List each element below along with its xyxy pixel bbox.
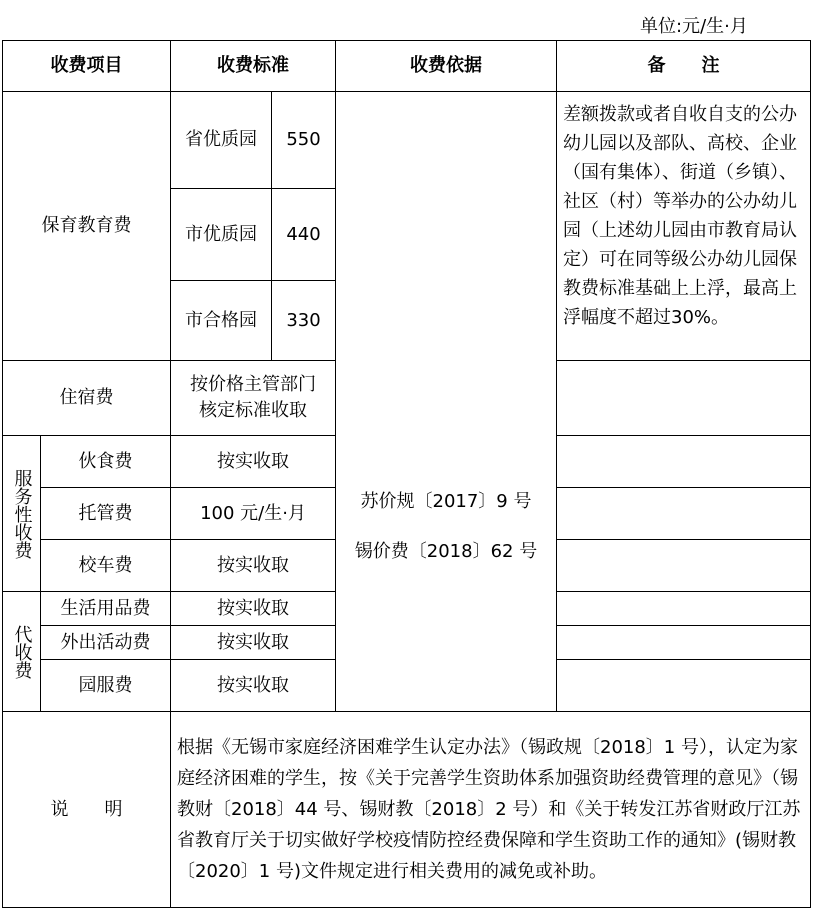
accommodation-standard-text: 按价格主管部门核定标准收取 — [190, 374, 316, 421]
explanation-label: 说 明 — [3, 712, 171, 908]
tier-name: 市优质园 — [171, 189, 272, 281]
fee-standard: 100 元/生·月 — [171, 488, 336, 540]
fee-name: 伙食费 — [41, 436, 171, 488]
header-remark: 备 注 — [557, 41, 811, 92]
fee-name: 托管费 — [41, 488, 171, 540]
fee-standard: 按实收取 — [171, 436, 336, 488]
basis-line: 苏价规〔2017〕9 号 — [360, 490, 532, 512]
basis-line: 锡价费〔2018〕62 号 — [354, 540, 538, 562]
header-basis: 收费依据 — [336, 41, 557, 92]
fee-standard: 按实收取 — [171, 660, 336, 712]
remark-cell: 差额拨款或者自收自支的公办幼儿园以及部队、高校、企业（国有集体）、街道（乡镇）、社区（村）等举办的公办幼儿园（上述幼儿园由市教育局认定）可在同等级公办幼儿园保教费标准基础上上浮，最高上浮幅度不超过30%。 — [557, 92, 811, 361]
basis-cell — [336, 92, 557, 712]
header-item: 收费项目 — [3, 41, 171, 92]
fee-name: 外出活动费 — [41, 626, 171, 660]
remark-empty — [557, 488, 811, 540]
table-row — [3, 92, 811, 189]
remark-empty — [557, 436, 811, 488]
tier-name: 省优质园 — [171, 92, 272, 189]
agency-fees-group: 代收费 — [3, 592, 41, 712]
fee-standard: 按实收取 — [171, 626, 336, 660]
remark-empty — [557, 361, 811, 436]
fee-name: 校车费 — [41, 540, 171, 592]
fee-standard: 按实收取 — [171, 540, 336, 592]
explanation-text: 根据《无锡市家庭经济困难学生认定办法》（锡政规〔2018〕1 号），认定为家庭经济困难的学生，按《关于完善学生资助体系加强资助经费管理的意见》（锡教财〔2018〕44 号、锡财教〔2018〕2 号）和《关于转发江苏省财政厅江苏省教育厅关于切实做好学校疫情防控经费保障和学生资助工作的通知》(锡财教〔2020〕1 号)文件规定进行相关费用的减免或补助。 — [171, 712, 811, 908]
accommodation-standard — [171, 361, 336, 436]
header-row — [3, 41, 811, 92]
tier-name: 市合格园 — [171, 281, 272, 361]
remark-empty — [557, 592, 811, 626]
fee-name: 生活用品费 — [41, 592, 171, 626]
fee-table — [2, 40, 811, 908]
explanation-row — [3, 712, 811, 908]
remark-empty — [557, 540, 811, 592]
fee-name: 园服费 — [41, 660, 171, 712]
tier-price: 550 — [272, 92, 336, 189]
education-fee-label: 保育教育费 — [3, 92, 171, 361]
tier-price: 330 — [272, 281, 336, 361]
tier-price: 440 — [272, 189, 336, 281]
header-standard: 收费标准 — [171, 41, 336, 92]
unit-label: 单位:元/生·月 — [640, 16, 748, 37]
accommodation-label: 住宿费 — [3, 361, 171, 436]
fee-standard: 按实收取 — [171, 592, 336, 626]
service-fees-group: 服务性收费 — [3, 436, 41, 592]
remark-empty — [557, 660, 811, 712]
remark-empty — [557, 626, 811, 660]
